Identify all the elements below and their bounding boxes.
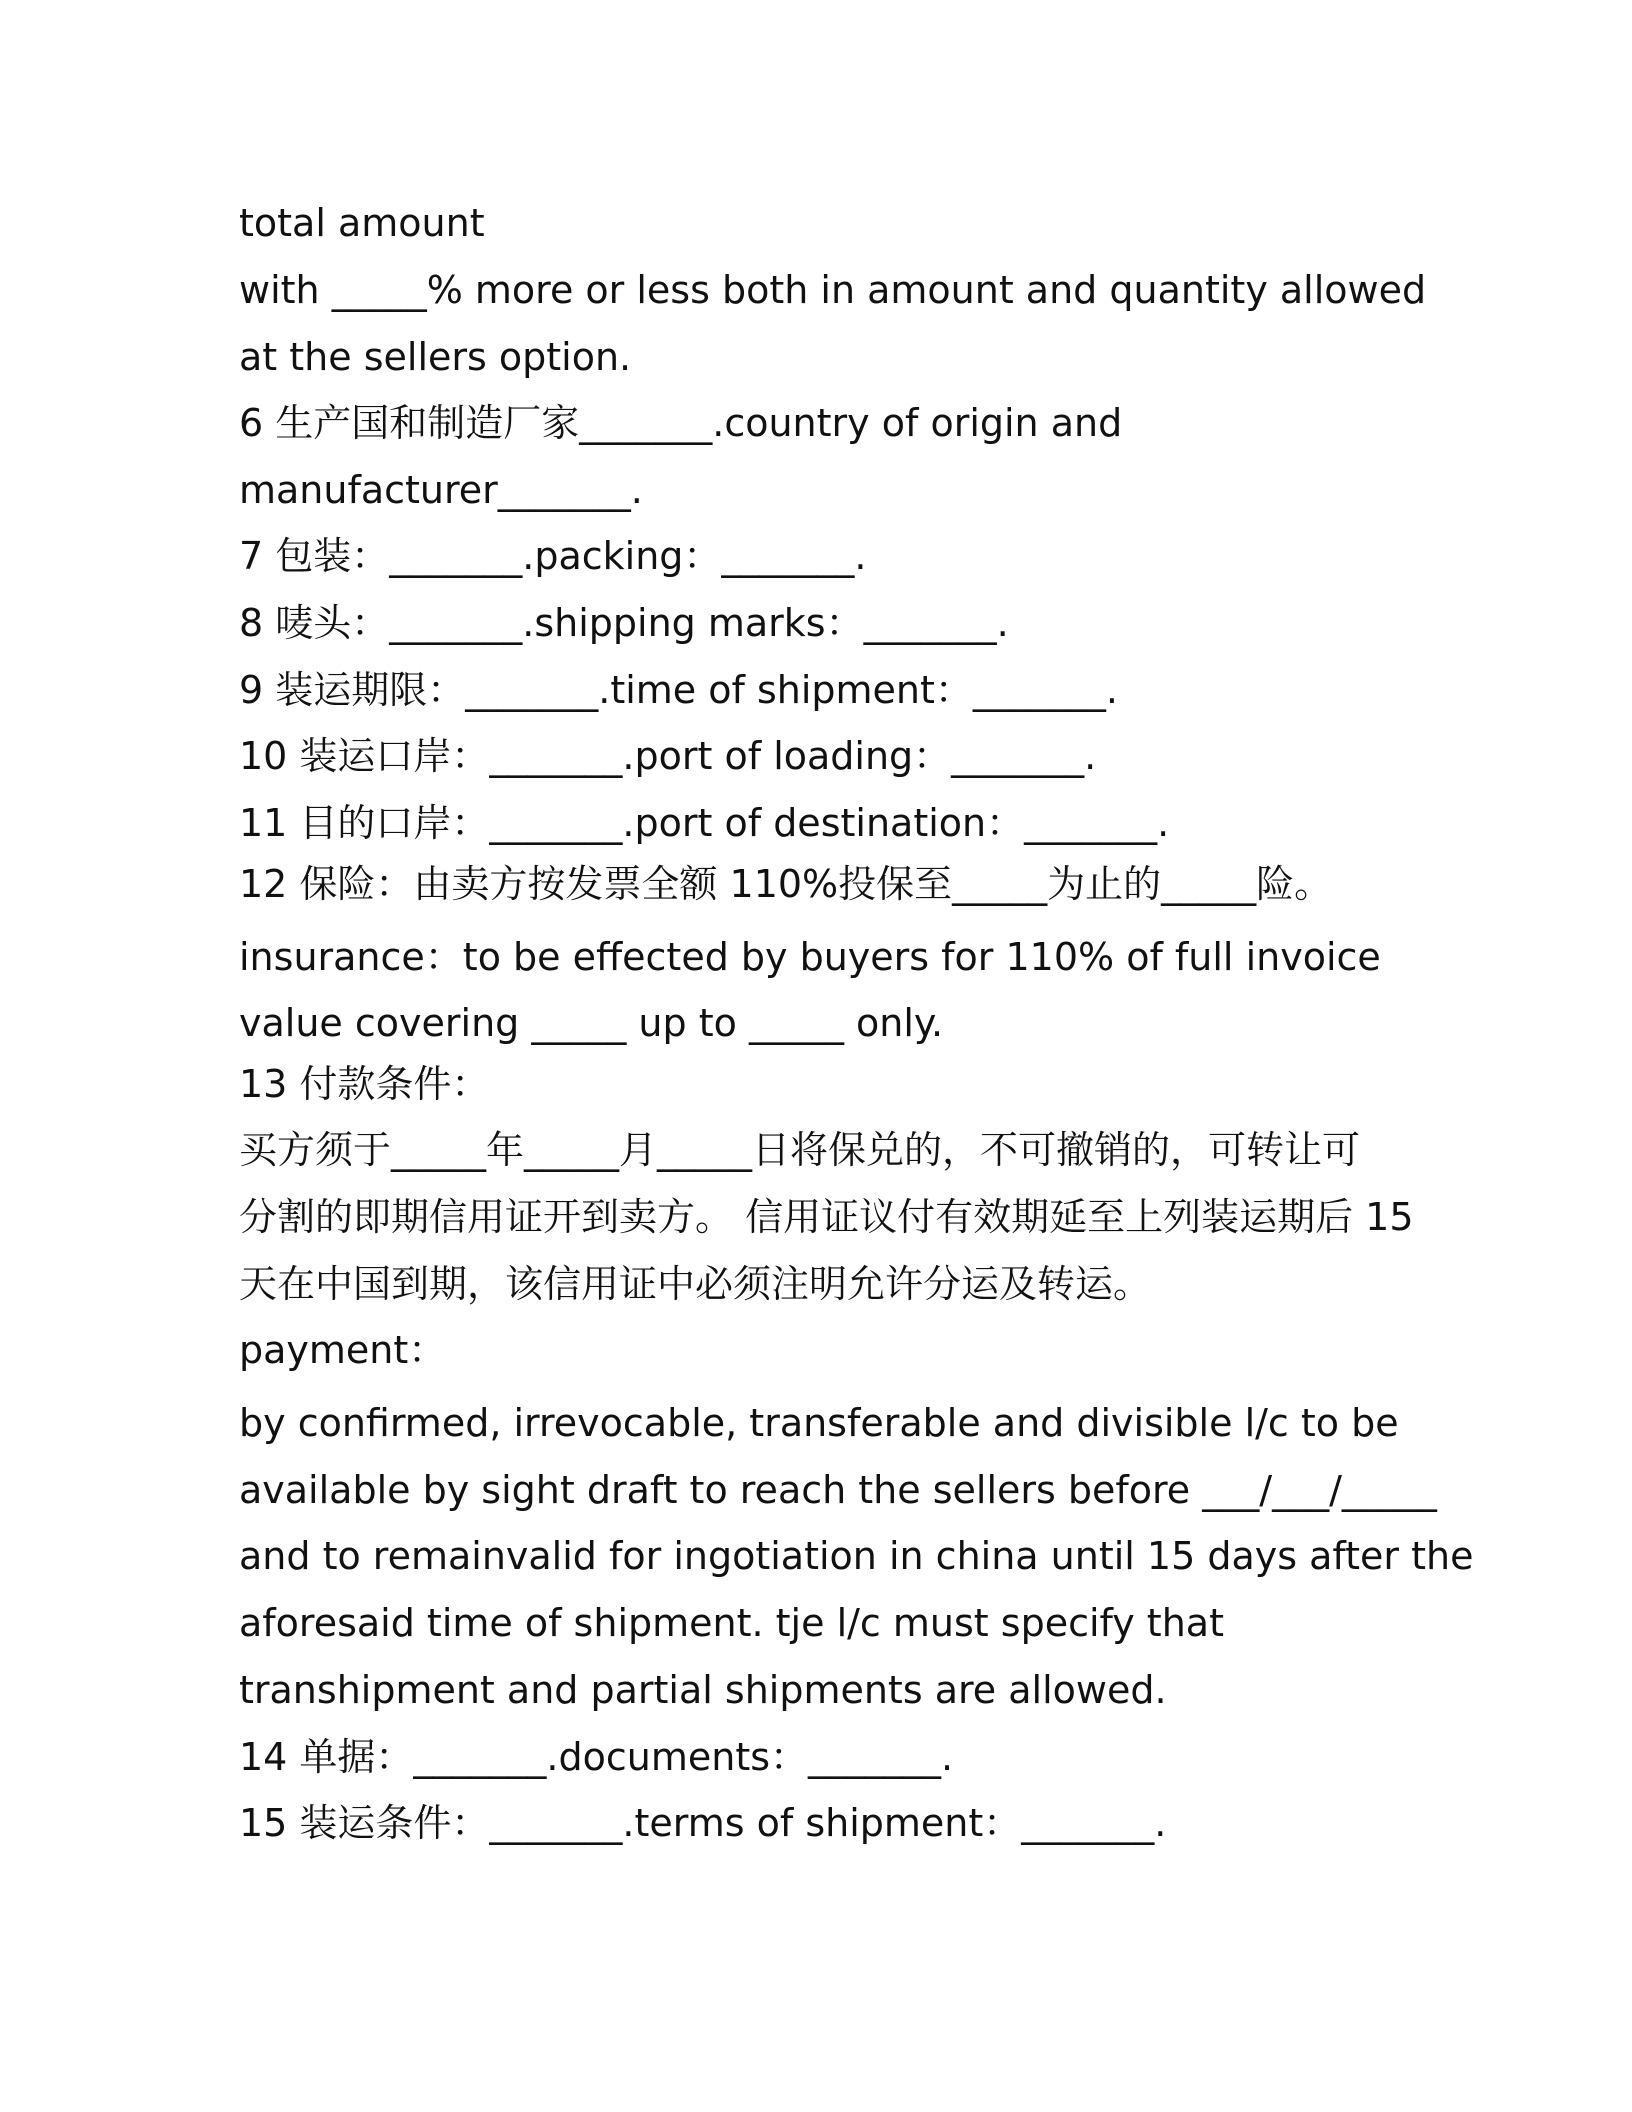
text-line-payment-cn-1: 买方须于_____年_____月_____日将保兑的，不可撤销的，可转让可 [239, 1128, 1361, 1172]
text-line-sellers-option: at the sellers option. [239, 335, 632, 379]
text-line-item-14-documents: 14 单据：_______.documents：_______. [239, 1735, 954, 1779]
text-line-payment-cn-3: 天在中国到期，该信用证中必须注明允许分运及转运。 [239, 1262, 1152, 1306]
text-line-payment-en-heading: payment： [239, 1328, 447, 1372]
text-line-payment-en-2: available by sight draft to reach the sellers before ___/___/_____ [239, 1468, 1437, 1512]
text-line-item-15-terms-of-shipment: 15 装运条件：_______.terms of shipment：_______. [239, 1801, 1167, 1845]
text-line-item-13-payment-terms: 13 付款条件： [239, 1062, 490, 1106]
text-line-item-6-origin: 6 生产国和制造厂家_______.country of origin and [239, 401, 1123, 445]
text-line-payment-cn-2: 分割的即期信用证开到卖方。 信用证议付有效期延至上列装运期后 15 [239, 1195, 1414, 1239]
text-line-payment-en-3: and to remainvalid for ingotiation in china until 15 days after the [239, 1534, 1474, 1578]
text-line-manufacturer: manufacturer_______. [239, 468, 643, 512]
text-line-payment-en-5: transhipment and partial shipments are allowed. [239, 1668, 1167, 1712]
text-line-item-8-shipping-marks: 8 唛头：_______.shipping marks：_______. [239, 601, 1009, 645]
text-line-item-10-port-of-loading: 10 装运口岸：_______.port of loading：_______. [239, 734, 1097, 778]
text-line-insurance-en: insurance：to be effected by buyers for 110% of full invoice [239, 935, 1381, 979]
text-line-total-amount: total amount [239, 201, 485, 245]
text-line-payment-en-1: by confirmed, irrevocable, transferable and divisible l/c to be [239, 1401, 1399, 1445]
text-line-more-or-less: with _____% more or less both in amount and quantity allowed [239, 268, 1427, 312]
text-line-item-7-packing: 7 包装：_______.packing：_______. [239, 534, 867, 578]
text-line-item-12-insurance-cn: 12 保险：由卖方按发票全额 110%投保至_____为止的_____险。 [239, 862, 1333, 906]
text-line-value-covering: value covering _____ up to _____ only. [239, 1001, 944, 1045]
text-line-item-9-time-of-shipment: 9 装运期限：_______.time of shipment：_______. [239, 668, 1118, 712]
text-line-payment-en-4: aforesaid time of shipment. tje l/c must specify that [239, 1601, 1224, 1645]
text-line-item-11-port-of-destination: 11 目的口岸：_______.port of destination：_______. [239, 801, 1170, 845]
